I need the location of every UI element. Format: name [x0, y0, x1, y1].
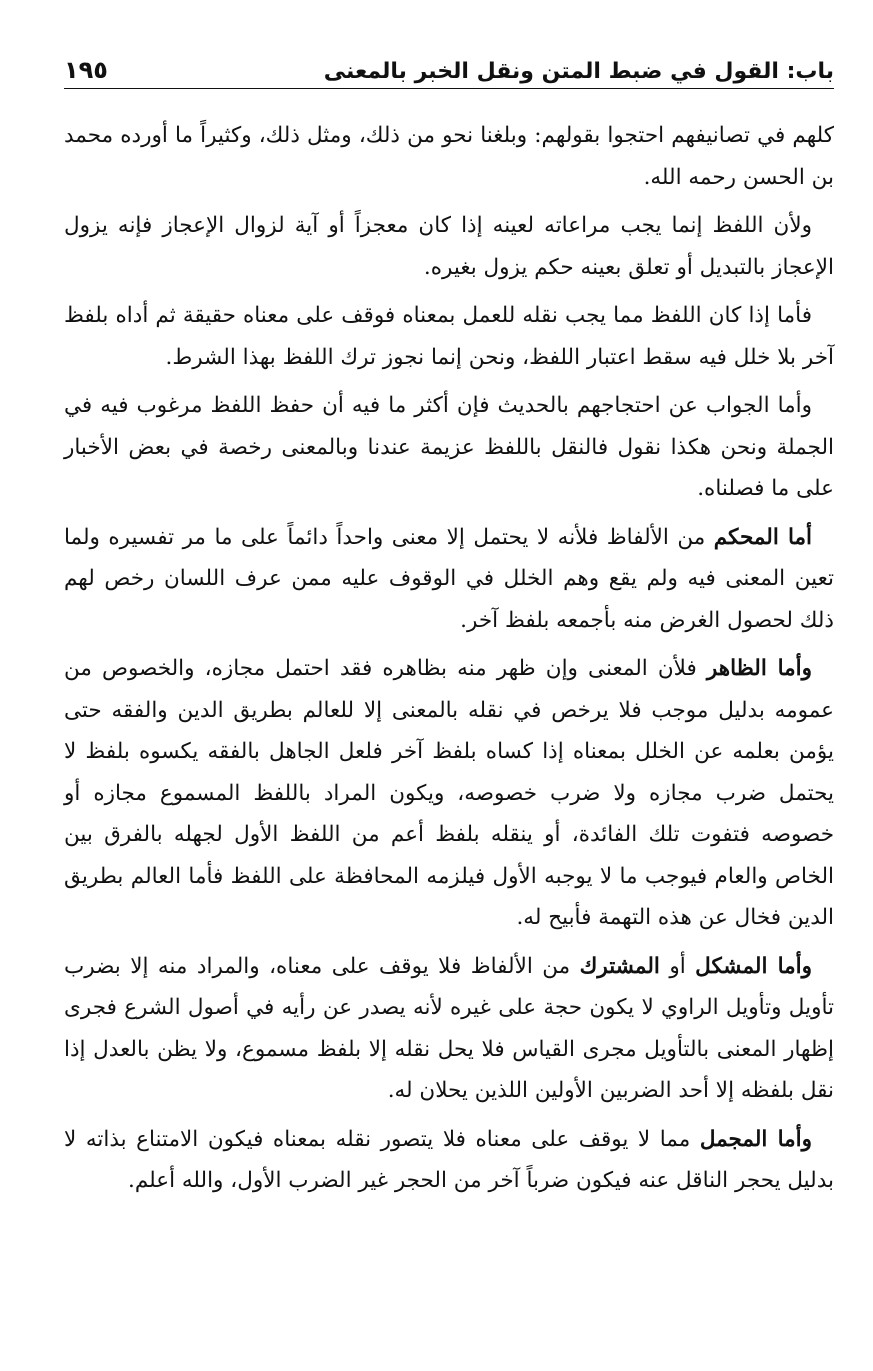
paragraph [64, 115, 834, 198]
paragraph [64, 205, 834, 288]
paragraph [64, 295, 834, 378]
paragraph [64, 1119, 834, 1202]
page-number: ١٩٥ [64, 56, 108, 84]
section-lead-term-secondary: المشترك [579, 953, 660, 979]
paragraph [64, 385, 834, 510]
section-lead-term: وأما المجمل [699, 1126, 813, 1152]
page-header [64, 40, 834, 89]
paragraph-text: ولأن اللفظ إنما يجب مراعاته لعينه إذا كان معجزاً أو آية لزوال الإعجاز فإنه يزول الإعجاز بالتبديل أو تعلق بعينه حكم يزول بغيره. [64, 213, 834, 280]
section-lead-term: وأما الظاهر [706, 656, 812, 681]
chapter-title: باب: القول في ضبط المتن ونقل الخبر بالمعنى [323, 59, 834, 84]
paragraph-text: من الألفاظ فلا يوقف على معناه، والمراد منه إلا بضرب تأويل وتأويل الراوي لا يكون حجة على غيره لأنه يصدر عن رأيه في أصول الشرع فجرى إظهار المعنى بالتأويل مجرى القياس فلا يحل نقله إلا بلفظ مسموع، ولا يظن بالعدل إذا نقل بلفظه إلا أحد الضربين الأولين اللذين يحلان له. [64, 953, 834, 1103]
page-body [64, 115, 834, 1202]
paragraph-text: مما لا يوقف على معناه فلا يتصور نقله بمعناه فيكون الامتناع بذاته لا بدليل يحجر الناقل عنه فيكون ضرباً آخر من الحجر غير الضرب الأول، والله أعلم. [64, 1126, 834, 1193]
paragraph-text: من الألفاظ فلأنه لا يحتمل إلا معنى واحداً دائماً على ما مر تفسيره ولما تعين المعنى فيه ولم يقع وهم الخلل في الوقوف عليه ممن عرف اللسان رخص لهم ذلك لحصول الغرض منه بأجمعه بلفظ آخر. [64, 524, 834, 633]
section-lead-term: أما المحكم [713, 524, 812, 550]
paragraph [64, 946, 834, 1112]
paragraph-text: فلأن المعنى وإن ظهر منه بظاهره فقد احتمل مجازه، والخصوص من عمومه بدليل موجب فلا يرخص في نقله بالمعنى إلا للعالم بطريق الدين والفقه حتى يؤمن بعلمه عن الخلل بمعناه إذا كساه بلفظ آخر فلعل الجاهل بالفقه يكسوه بلفظ لا يحتمل ضرب مجازه ولا ضرب خصوصه، ويكون المراد باللفظ المسموع مجازه أو خصوصه فتفوت تلك الفائدة، أو ينقله بلفظ أعم من اللفظ الأول لجهله بالفرق بين الخاص والعام فيوجب ما لا يوجبه الأول فيلزمه المحافظة على اللفظ فأما العالم بطريق الدين فخال عن هذه التهمة فأبيح له. [64, 656, 834, 930]
paragraph-text: فأما إذا كان اللفظ مما يجب نقله للعمل بمعناه فوقف على معناه حقيقة ثم أداه بلفظ آخر بلا خلل فيه سقط اعتبار اللفظ، ونحن إنما نجوز ترك اللفظ بهذا الشرط. [64, 303, 834, 370]
section-lead-term: وأما المشكل [695, 953, 812, 979]
book-page [64, 40, 834, 1209]
paragraph-text: وأما الجواب عن احتجاجهم بالحديث فإن أكثر ما فيه أن حفظ اللفظ مرغوب فيه في الجملة ونحن هكذا نقول فالنقل باللفظ عزيمة عندنا وبالمعنى رخصة في بعض الأخبار على ما فصلناه. [64, 393, 834, 501]
paragraph [64, 648, 834, 939]
paragraph-text: كلهم في تصانيفهم احتجوا بقولهم: وبلغنا نحو من ذلك، ومثل ذلك، وكثيراً ما أورده محمد بن الحسن رحمه الله. [64, 123, 834, 190]
paragraph-connector: أو [659, 953, 696, 979]
paragraph [64, 517, 834, 642]
